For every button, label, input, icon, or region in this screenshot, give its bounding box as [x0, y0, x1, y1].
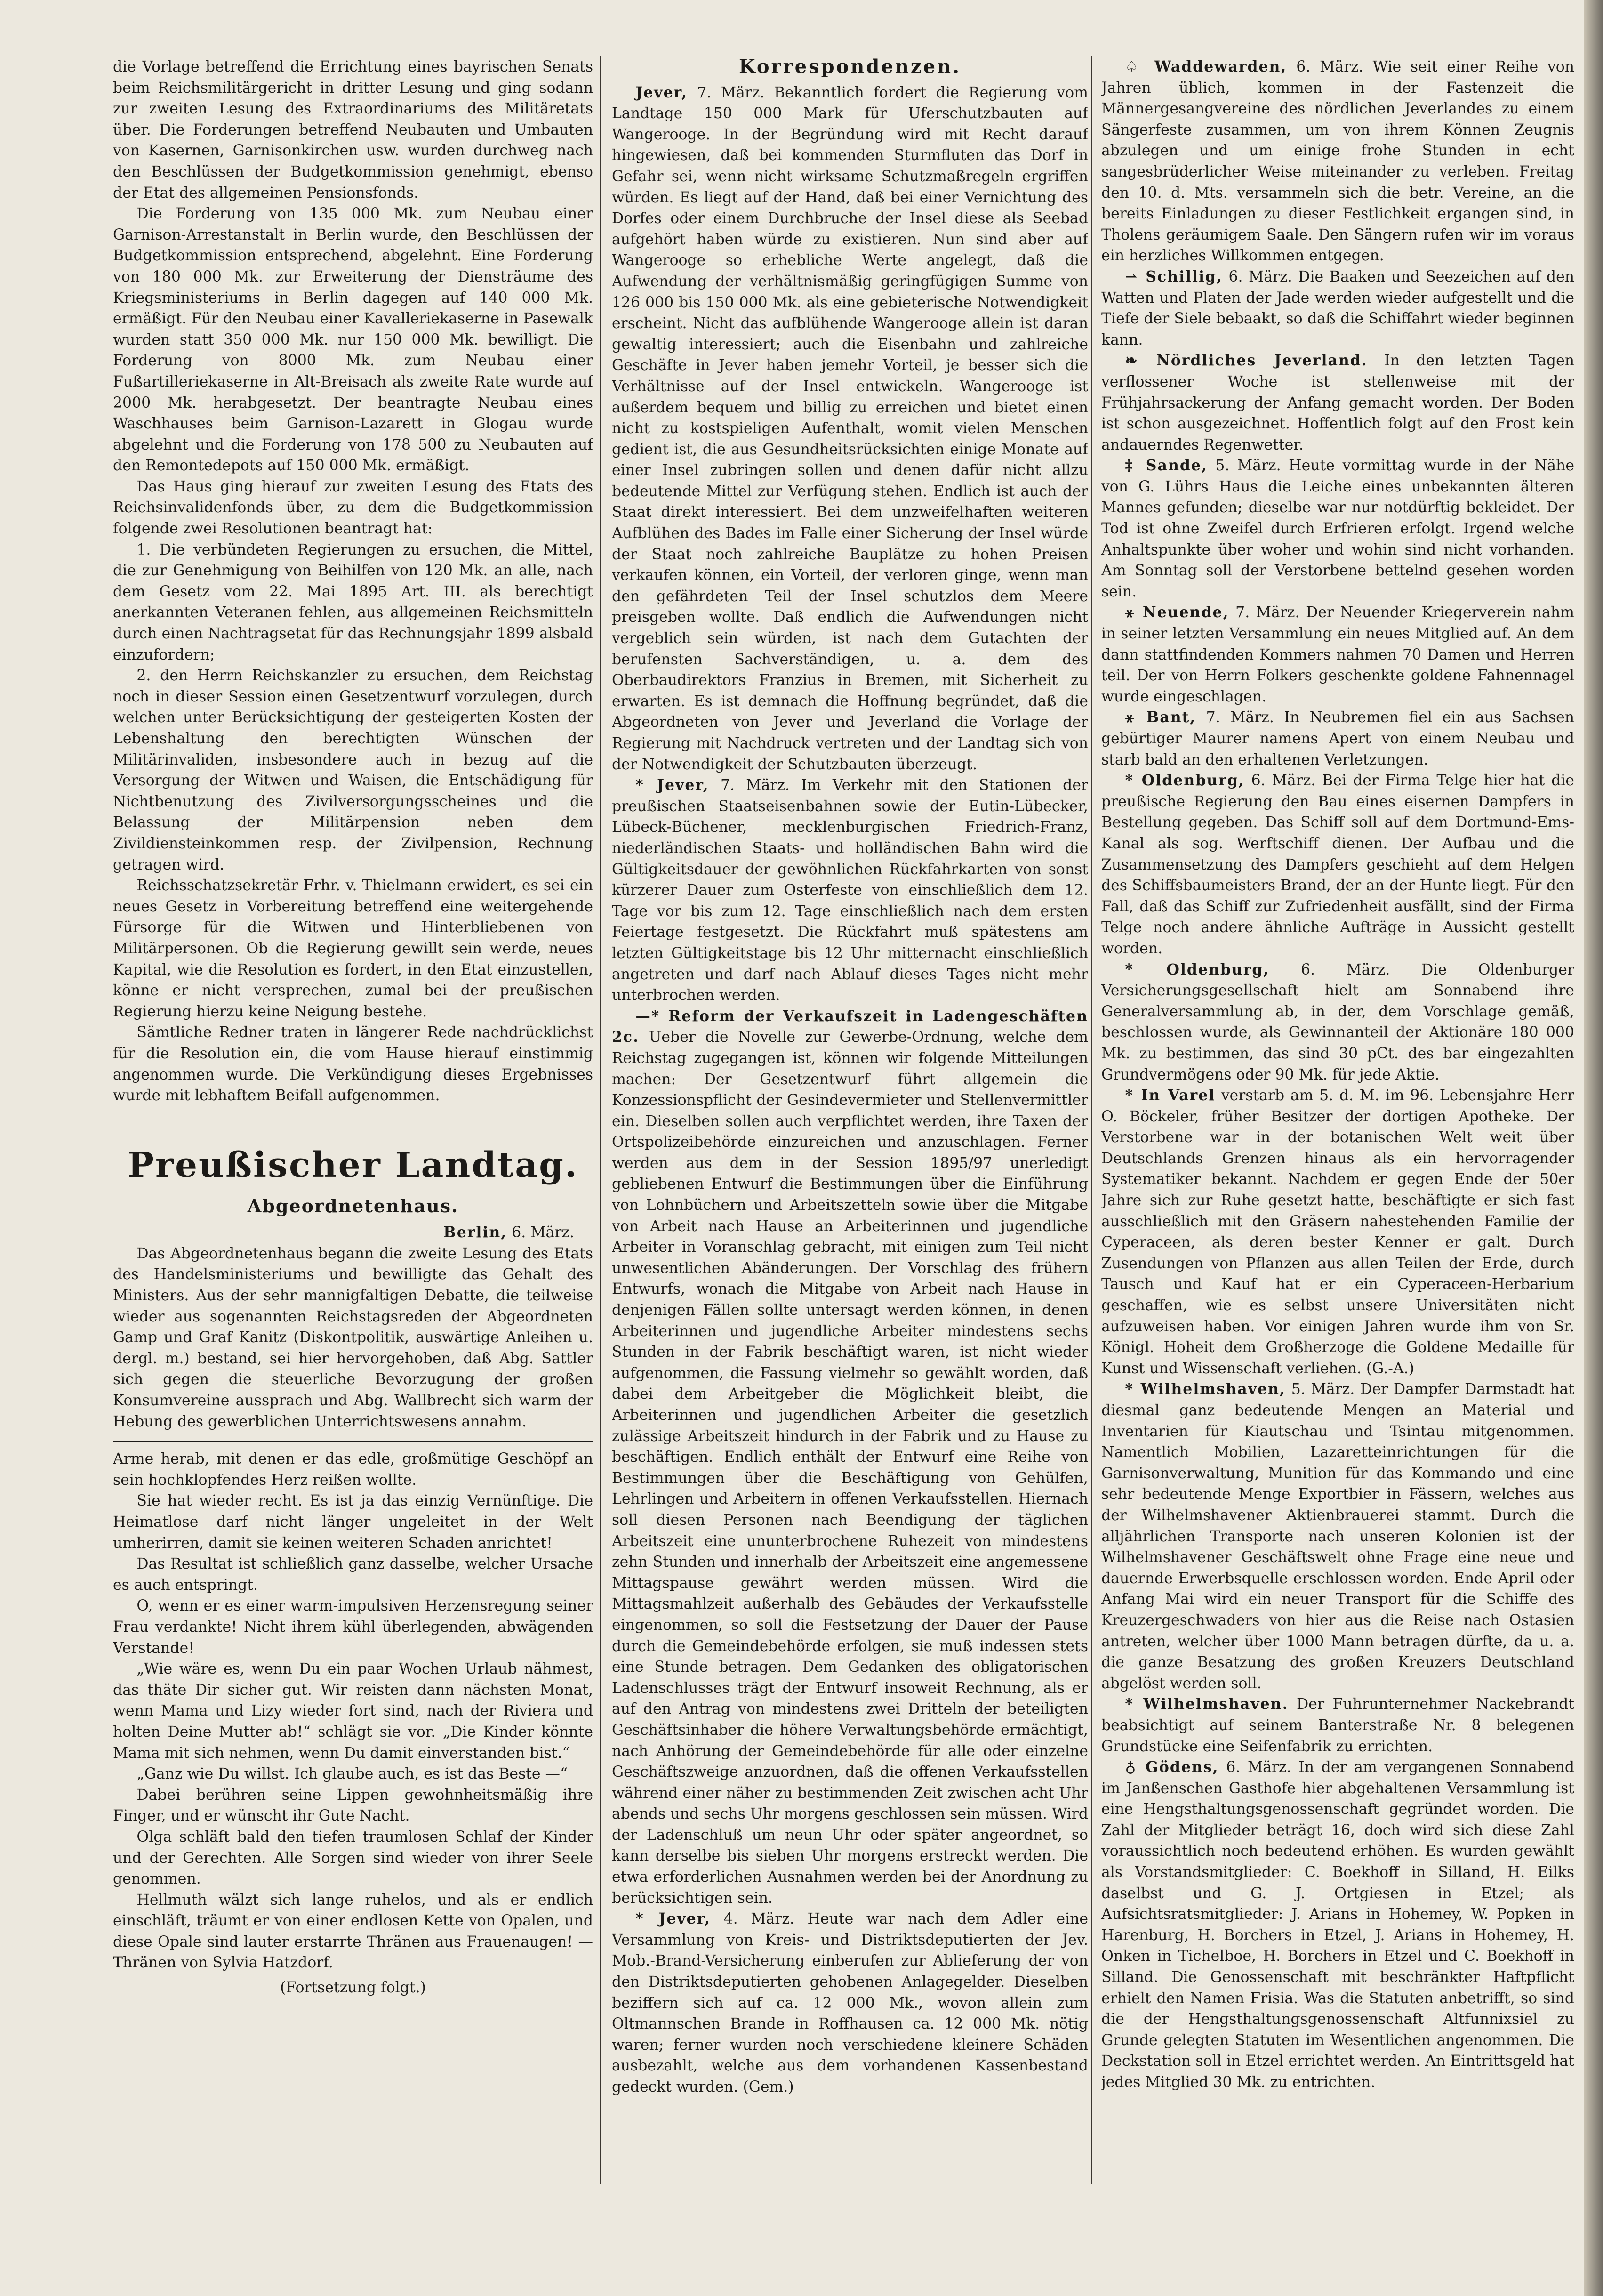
news-item	[1101, 1694, 1574, 1757]
feuilleton-paragraph: Das Resultat ist schließlich ganz dasselbe, welcher Ursache es auch entspringt.	[113, 1555, 593, 1594]
column-1	[113, 56, 593, 2194]
section-subtitle: Abgeordnetenhaus.	[247, 1195, 459, 1216]
feuilleton-paragraph: Sie hat wieder recht. Es ist ja das einzig Vernünftige. Die Heimatlose darf nicht länger ungeleitet in der Welt umherirren, damit sie keinen weiteren Schaden anrichtet!	[113, 1492, 593, 1552]
section-heading: Korrespondenzen.	[738, 56, 962, 78]
news-place: ⚹ Bant,	[1125, 709, 1196, 726]
news-item	[1101, 1085, 1574, 1379]
article-paragraph: Sämtliche Redner traten in längerer Rede nachdrücklichst für die Resolution ein, die vom Hause hierauf einstimmig angenommen wurde. Die Verkündigung dieses Ergebnisses wurde mit lebhaftem Beifall aufgenommen.	[113, 1024, 593, 1104]
news-place: * Oldenburg,	[1125, 772, 1245, 790]
news-item	[1101, 770, 1574, 959]
feuilleton-rule	[113, 1441, 593, 1442]
dateline-date: 6. März.	[512, 1224, 574, 1241]
news-text: 4. März. Heute war nach dem Adler eine Versammlung von Kreis- und Distriktsdeputierten der Jev. Mob.-Brand-Versicherung einberufen zur Ablieferung der von den Distriktsdeputierten gehobenen Anlagegelder. Dieselben beziffern sich auf ca. 12 000 Mk., wovon allein zum Oltmannschen Brande in Roffhausen ca. 12 000 Mk. nötig waren; ferner wurden noch verschiedene kleinere Schäden ausbezahlt, welche aus dem vorhandenen Kassenbestand gedeckt wurden. (Gem.)	[612, 1910, 1088, 2095]
news-item	[1101, 350, 1574, 455]
news-item	[1101, 602, 1574, 707]
article-paragraph: Reichsschatzsekretär Frhr. v. Thielmann erwidert, es sei ein neues Gesetz in Vorbereitung betreffend eine weitergehende Fürsorge für die Witwen und Hinterbliebenen von Militärpersonen. Ob die Regierung gewillt sein werde, neues Kapital, wie die Resolution es fordert, in den Etat einzustellen, könne er nicht versprechen, zumal bei der preußischen Regierung hierzu keine Neigung bestehe.	[113, 877, 593, 1020]
column-3	[1101, 56, 1574, 2194]
article-paragraph: 1. Die verbündeten Regierungen zu ersuchen, die Mittel, die zur Genehmigung von Beihilfen von 120 Mk. an alle, nach dem Gesetz vom 22. Mai 1895 Art. III. als berechtigt anerkannten Veteranen fehlen, aus allgemeinen Reichsmitteln durch einen Nachtragsetat für das Rechnungsjahr 1899 alsbald einzufordern;	[113, 541, 593, 663]
news-place: * Oldenburg,	[1125, 960, 1270, 978]
news-place: ⚹ Neuende,	[1125, 604, 1229, 621]
news-item	[1101, 1757, 1574, 2093]
news-text: Ueber die Novelle zur Gewerbe-Ordnung, welche dem Reichstag zugegangen ist, können wir folgende Mitteilungen machen: Der Gesetzentwurf führt allgemein die Konzessionspflicht der Gesindevermieter und Stellenvermittler ein. Dieselben sollen auch verpflichtet werden, ihre Taxen der Ortspolizeibehörde einzureichen und anzuschlagen. Ferner werden aus dem in der Session 1895/97 unerledigt gebliebenen Entwurf die Bestimmungen über die Einführung von Lohnbüchern und Arbeitszetteln sowie über die Mitgabe von Arbeit nach Hause an Arbeiterinnen und jugendliche Arbeiter in Voranschlag gebracht, mit einigen zum Teil nicht unwesentlichen Abänderungen. Der Vorschlag des frühern Entwurfs, wonach die Mitgabe von Arbeit nach Hause in denjenigen Fällen sollte untersagt werden können, in denen Arbeiterinnen und jugendliche Arbeiter mindestens sechs Stunden in der Fabrik beschäftigt waren, ist nicht wieder aufgenommen, die Fassung vielmehr so gewählt worden, daß dabei dem Arbeitgeber die Möglichkeit bleibt, die Arbeiterinnen und jugendlichen Arbeiter die gesetzlich zulässige Arbeitszeit hindurch in der Fabrik und zu Hause zu beschäftigen. Endlich enthält der Entwurf eine Reihe von Bestimmungen über die Beschäftigung von Gehülfen, Lehrlingen und Arbeitern in offenen Verkaufsstellen. Hiernach soll diesen Personen nach Beendigung der täglichen Arbeitszeit eine ununterbrochene Ruhezeit von mindestens zehn Stunden und innerhalb der Arbeitszeit eine angemessene Mittagspause gewährt werden müssen. Wird die Mittagsmahlzeit außerhalb des Gebäudes der Verkaufsstelle eingenommen, so soll die Festsetzung der Dauer der Pause durch die Gemeindebehörde erfolgen, sie muß indessen stets eine Stunde betragen. Dem Gedanken des obligatorischen Ladenschlusses trägt der Entwurf insoweit Rechnung, als er auf den Antrag von mindestens zwei Dritteln der beteiligten Geschäftsinhaber die höhere Verwaltungsbehörde ermächtigt, nach Anhörung der Gemeindebehörde für alle oder einzelne Geschäftszweige anzuordnen, daß die offenen Verkaufsstellen während einer näher zu bestimmenden Zeit zwischen acht Uhr abends und sechs Uhr morgens geschlossen sein müssen. Wird der Ladenschluß um neun Uhr oder später angeordnet, so kann derselbe bis sieben Uhr morgens erstreckt werden. Die etwa erforderlichen Ausnahmen werden bei der Anordnung zu berücksichtigen sein.	[612, 1029, 1088, 1907]
news-place: ‡ Sande,	[1125, 457, 1208, 475]
news-text: verstarb am 5. d. M. im 96. Lebensjahre Herr O. Böckeler, früher Besitzer der dortigen Apotheke. Der Verstorbene war in der botanischen Welt weit über Deutschlands Grenzen hinaus als ein hervorragender Systematiker bekannt. Nachdem er gegen Ende der 50er Jahre sich zur Ruhe gesetzt hatte, beschäftigte er sich fast ausschließlich mit den Gräsern nahestehenden Familie der Cyperaceen, als deren bester Kenner er galt. Durch Zusendungen von Pflanzen aus allen Teilen der Erde, durch Tausch und Kauf hat er ein Cyperaceen-Herbarium geschaffen, wie es selbst unsere Universitäten nicht aufzuweisen haben. Vor einigen Jahren wurde ihm von Sr. Königl. Hoheit dem Großherzoge die Goldene Medaille für Kunst und Wissenschaft verliehen. (G.-A.)	[1101, 1087, 1574, 1377]
news-text: 7. März. Der Neuender Kriegerverein nahm in seiner letzten Versammlung ein neues Mitglied auf. An dem dann stattfindenden Kommers nahmen 70 Damen und Herren teil. Der von Herrn Folkers geschenkte goldene Fahnennagel wurde eingeschlagen.	[1101, 604, 1574, 705]
news-place: * Wilhelmshaven.	[1125, 1695, 1289, 1713]
continuation-note: (Fortsetzung folgt.)	[280, 1979, 426, 1997]
news-text: 6. März. Die Baaken und Seezeichen auf den Watten und Platen der Jade werden wieder aufgestellt und die Tiefe der Siele bebaakt, so daß die Schiffahrt wieder beginnen kann.	[1101, 268, 1574, 348]
feuilleton-paragraph: Dabei berühren seine Lippen gewohnheitsmäßig ihre Finger, und er wünscht ihr Gute Nacht.	[113, 1786, 593, 1825]
news-item	[1101, 1379, 1574, 1694]
column-rule	[1091, 56, 1092, 2184]
news-item	[1101, 707, 1574, 770]
news-text: 6. März. Wie seit einer Reihe von Jahren üblich, kommen in der Fastenzeit die Männergesangvereine des nördlichen Jeverlandes zu einem Sängerfeste zusammen, um von ihrem Können Zeugnis abzulegen und um einige frohe Stunden in echt sangesbrüderlicher Weise miteinander zu verleben. Freitag den 10. d. Mts. versammeln sich die betr. Vereine, an die bereits Einladungen zu dieser Festlichkeit ergangen sind, in Tholens geräumigem Saale. Den Sängern rufen wir im voraus ein herzliches Willkommen entgegen.	[1101, 58, 1574, 265]
news-item	[1101, 959, 1574, 1086]
news-item	[612, 1006, 1088, 1909]
news-item	[1101, 56, 1574, 266]
news-text: 7. März. Im Verkehr mit den Stationen der preußischen Staatseisenbahnen sowie der Eutin-Lübecker, Lübeck-Büchener, mecklenburgischen Friedrich-Franz, niederländischen Staats- und holländischen Bahn wird die Gültigkeitsdauer der gewöhnlichen Rückfahrkarten von sonst kürzerer Dauer zum Osterfeste von einschließlich dem 12. Tage vor bis zum 12. Tage einschließlich nach dem ersten Feiertage festgesetzt. Die Rückfahrt muß spätestens am letzten Gültigkeitstage bis 12 Uhr mitternacht einschließlich angetreten und darf nach Ablauf dieses Tages nicht mehr unterbrochen werden.	[612, 777, 1088, 1004]
news-text: Der Fuhrunternehmer Nackebrandt beabsichtigt auf seinem Banterstraße Nr. 8 belegenen Grundstücke eine Seifenfabrik zu errichten.	[1101, 1696, 1574, 1755]
news-item	[612, 82, 1088, 775]
news-place: Jever,	[635, 83, 688, 101]
dateline	[113, 1222, 574, 1243]
feuilleton-paragraph: Olga schläft bald den tiefen traumlosen Schlaf der Kinder und der Gerechten. Alle Sorgen sind wieder von ihrer Seele genommen.	[113, 1828, 593, 1888]
news-place: * Jever,	[635, 1910, 711, 1928]
news-text: 6. März. Bei der Firma Telge hier hat die preußische Regierung den Bau eines eisernen Dampfers in Bestellung gegeben. Das Schiff soll auf dem Dortmund-Ems-Kanal als sog. Werftschiff dienen. Der Aufbau und die Zusammensetzung des Dampfers geschieht auf dem Helgen des Schiffsbaumeisters Brand, der an der Hunte liegt. Für den Fall, daß das Schiff zur Zufriedenheit ausfällt, sind der Firma Telge noch andere ähnliche Aufträge in Aussicht gestellt worden.	[1101, 772, 1574, 957]
news-place: * In Varel	[1125, 1087, 1216, 1104]
feuilleton-paragraph: „Wie wäre es, wenn Du ein paar Wochen Urlaub nähmest, das thäte Dir sicher gut. Wir reisten dann nächsten Monat, wenn Mama und Lizy wieder fort sind, nach der Riviera und holten Deine Mutter ab!“ schlägt sie vor. „Die Kinder könnte Mama mit sich nehmen, wenn Du damit einverstanden bist.“	[113, 1660, 593, 1762]
news-place: * Wilhelmshaven,	[1125, 1380, 1286, 1398]
news-text: In den letzten Tagen verflossener Woche ist stellenweise mit der Frühjahrsackerung der Anfang gemacht worden. Der Boden ist schon ausgezeichnet. Hoffentlich folgt auf den Frost kein andauerndes Regenwetter.	[1101, 352, 1574, 453]
column-2	[612, 56, 1088, 2194]
news-place: ⇀ Schillig,	[1125, 267, 1223, 285]
feuilleton-paragraph: Hellmuth wälzt sich lange ruhelos, und als er endlich einschläft, träumt er von einer endlosen Kette von Opalen, und diese Opale sind lauter erstarrte Thränen aus Frauenaugen! — Thränen von Sylvia Hatzdorf.	[113, 1891, 593, 1972]
news-place: * Jever,	[635, 776, 709, 794]
feuilleton-paragraph: O, wenn er es einer warm-impulsiven Herzensregung seiner Frau verdankte! Nicht ihrem kühl überlegenden, abwägenden Verstande!	[113, 1597, 593, 1657]
news-text: 6. März. In der am vergangenen Sonnabend im Janßenschen Gasthofe hier abgehaltenen Versammlung ist eine Hengsthaltungsgenossenschaft gegründet worden. Die Zahl der Mitglieder beträgt 16, doch wird sich diese Zahl voraussichtlich noch bedeutend erhöhen. Es wurden gewählt als Vorstandsmitglieder: C. Boekhoff in Silland, H. Eilks daselbst und G. J. Ortgiesen in Etzel; als Aufsichtsratsmitglieder: J. Arians in Hohemey, W. Popken in Harenburg, H. Borchers in Etzel, J. Arians in Hohemey, H. Onken in Tichelboe, H. Borchers in Etzel und C. Boekhoff in Silland. Die Genossenschaft mit beschränkter Haftpflicht erhielt den Namen Frisia. Was die Statuten anbetrifft, so sind die der Hengsthaltungsgenossenschaft Altfunnixsiel zu Grunde gelegten Statuten im Wesentlichen angenommen. Die Deckstation soll in Etzel errichtet werden. An Eintrittsgeld hat jedes Mitglied 30 Mk. zu entrichten.	[1101, 1759, 1574, 2091]
dateline-place: Berlin,	[443, 1224, 507, 1241]
news-place: —* Reform der Verkaufszeit in Ladengeschäften 2c.	[612, 1007, 1088, 1046]
article-paragraph: 2. den Herrn Reichskanzler zu ersuchen, dem Reichstag noch in dieser Session einen Gesetzentwurf vorzulegen, durch welchen unter Berücksichtigung der gesteigerten Kosten der Lebenshaltung den berechtigten Wünschen der Militärinvaliden, insbesondere auch in bezug auf die Versorgung der Witwen und Waisen, die Entschädigung für Nichtbenutzung des Zivilversorgungsscheines und die Belassung der Militärpension neben dem Zivildiensteinkommen resp. der Zivilpension, Rechnung getragen wird.	[113, 667, 593, 873]
section-title: Preußischer Landtag.	[128, 1144, 578, 1185]
news-item	[612, 775, 1088, 1006]
feuilleton-paragraph: „Ganz wie Du willst. Ich glaube auch, es ist das Beste —“	[136, 1765, 568, 1783]
news-text: 5. März. Der Dampfer Darmstadt hat diesmal ganz bedeutende Mengen an Material und Inventarien für Kiautschau und Tsintau mitgenommen. Namentlich Mobilien, Lazaretteinrichtungen für die Garnisonverwaltung, Munition für das Kommando und eine sehr bedeutende Menge Exportbier in Fässern, welches aus der Wilhelmshavener Aktienbrauerei stammt. Durch die alljährlichen Transporte nach unseren Kolonien ist der Wilhelmshavener Geschäftswelt ohne Frage eine neue und dauernde Erwerbsquelle erschlossen worden. Ende April oder Anfang Mai wird ein neuer Transport für die Schiffe des Kreuzergeschwaders von hier aus die Reise nach Ostasien antreten, welcher über 1000 Mann betragen dürfte, da u. a. die ganze Besatzung des großen Kreuzers Deutschland abgelöst werden soll.	[1101, 1381, 1574, 1692]
news-place: ❧ Nördliches Jeverland.	[1125, 352, 1368, 370]
article-paragraph: die Vorlage betreffend die Errichtung eines bayrischen Senats beim Reichsmilitärgericht in dritter Lesung und ging sodann zur zweiten Lesung des Extraordinariums des Militäretats über. Die Forderungen betreffend Neubauten und Umbauten von Kasernen, Garnisonkirchen usw. wurden durchweg nach den Beschlüssen der Budgetkommission genehmigt, ebenso der Etat des allgemeinen Pensionsfonds.	[113, 58, 593, 201]
article-paragraph: Die Forderung von 135 000 Mk. zum Neubau einer Garnison-Arrestanstalt in Berlin wurde, den Beschlüssen der Budgetkommission entsprechend, abgelehnt. Eine Forderung von 180 000 Mk. zur Erweiterung der Diensträume des Kriegsministeriums in Berlin dagegen auf 140 000 Mk. ermäßigt. Für den Neubau einer Kavalleriekaserne in Pasewalk wurden statt 350 000 Mk. nur 150 000 Mk. bewilligt. Die Forderung von 8000 Mk. zum Neubau einer Fußartilleriekaserne in Alt-Breisach als zweite Rate wurde auf 2000 Mk. herabgesetzt. Der beantragte Neubau eines Waschhauses beim Garnison-Lazarett in Glogau wurde abgelehnt und die Forderung von 178 500 zu Neubauten auf den Remontedepots auf 150 000 Mk. ermäßigt.	[113, 205, 593, 475]
news-item	[1101, 455, 1574, 602]
news-text: 5. März. Heute vormittag wurde in der Nähe von G. Lührs Haus die Leiche eines unbekannten älteren Mannes gefunden; dieselbe war nur notdürftig bekleidet. Der Tod ist ohne Zweifel durch Erfrieren erfolgt. Irgend welche Anhaltspunkte über woher und wohin sind nicht vorhanden. Am Sonntag soll der Verstorbene bettelnd gesehen worden sein.	[1101, 457, 1574, 600]
article-paragraph: Das Haus ging hierauf zur zweiten Lesung des Etats des Reichsinvalidenfonds über, zu dem die Budgetkommission folgende zwei Resolutionen beantragt hat:	[113, 478, 593, 538]
page-edge	[1584, 0, 1603, 2296]
news-place: ♤ Waddewarden,	[1125, 58, 1287, 75]
feuilleton-paragraph: Arme herab, mit denen er das edle, großmütige Geschöpf an sein hochklopfendes Herz reißen wollte.	[113, 1450, 593, 1489]
news-place: ♁ Gödens,	[1125, 1758, 1219, 1776]
article-paragraph: Das Abgeordnetenhaus begann die zweite Lesung des Etats des Handelsministeriums und bewilligte das Gehalt des Ministers. Aus der sehr mannigfaltigen Debatte, die teilweise wieder aus sogenannten Reichstagsreden der Abgeordneten Gamp und Graf Kanitz (Diskontpolitik, auswärtige Anleihen u. dergl. m.) bestand, sei hier hervorgehoben, daß Abg. Sattler sich gegen die steuerliche Bevorzugung der großen Konsumvereine aussprach und Abg. Wallbrecht sich warm der Hebung des gewerblichen Unterrichtswesens annahm.	[113, 1245, 593, 1430]
news-text: 7. März. In Neubremen fiel ein aus Sachsen gebürtiger Maurer namens Apert von einem Neubau und starb bald an den erhaltenen Verletzungen.	[1101, 709, 1574, 768]
column-rule	[600, 56, 601, 2184]
news-item	[1101, 266, 1574, 350]
news-text: 7. März. Bekanntlich fordert die Regierung vom Landtage 150 000 Mark für Uferschutzbauten auf Wangerooge. In der Begründung wird mit Recht darauf hingewiesen, daß bei kommenden Sturmfluten das Dorf in Gefahr sei, wenn nicht wirksame Schutzmaßregeln ergriffen würden. Es liegt auf der Hand, daß bei einer Vernichtung des Dorfes oder einem Durchbruche der Insel diese als Seebad aufgehört haben würde zu existieren. Nun sind aber auf Wangerooge so erhebliche Werte angelegt, daß die Aufwendung der verhältnismäßig geringfügigen Summe von 126 000 bis 150 000 Mk. als eine gebieterische Notwendigkeit erscheint. Nicht das aufblühende Wangerooge allein ist daran gewaltig interessiert; auch die Eisenbahn und zahlreiche Geschäfte in Jever haben jemehr Vorteil, je besser sich die Verhältnisse auf der Insel entwickeln. Wangerooge ist außerdem bequem und billig zu erreichen und bietet einen nicht zu kostspieligen Aufenthalt, womit vielen Menschen gedient ist, die aus Gesundheitsrücksichten einige Monate auf einer Insel zubringen sollen und denen dafür nicht allzu bedeutende Mittel zur Verfügung stehen. Endlich ist auch der Staat direkt interessiert. Bei dem unzweifelhaften weiteren Aufblühen des Bades im Falle einer Sicherung der Insel würde der Staat noch zahlreiche Bauplätze zu hohen Preisen verkaufen können, ein Vorteil, der verloren ginge, wenn man den gefährdeten Teil der Insel schutzlos dem Meere preisgeben wollte. Daß endlich die Aufwendungen nicht vergeblich sein würden, ist nach dem Gutachten der berufensten Sachverständigen, u. a. dem des Oberbaudirektors Franzius in Bremen, mit Sicherheit zu erwarten. Es ist demnach die Hoffnung begründet, daß die Abgeordneten von Jever und Jeverland die Vorlage der Regierung mit Nachdruck vertreten und der Landtag sich von der Notwendigkeit der Schutzbauten überzeugt.	[612, 84, 1088, 773]
news-item	[612, 1909, 1088, 2097]
news-text: 6. März. Die Oldenburger Versicherungsgesellschaft hielt am Sonnabend ihre Generalversammlung ab, in der, dem Vorschlage gemäß, beschlossen wurde, als Gewinnanteil der Aktionäre 180 000 Mk. zu bestimmen, das sind 30 pCt. des bar eingezahlten Grundvermögens oder 90 Mk. für jede Aktie.	[1101, 961, 1574, 1083]
